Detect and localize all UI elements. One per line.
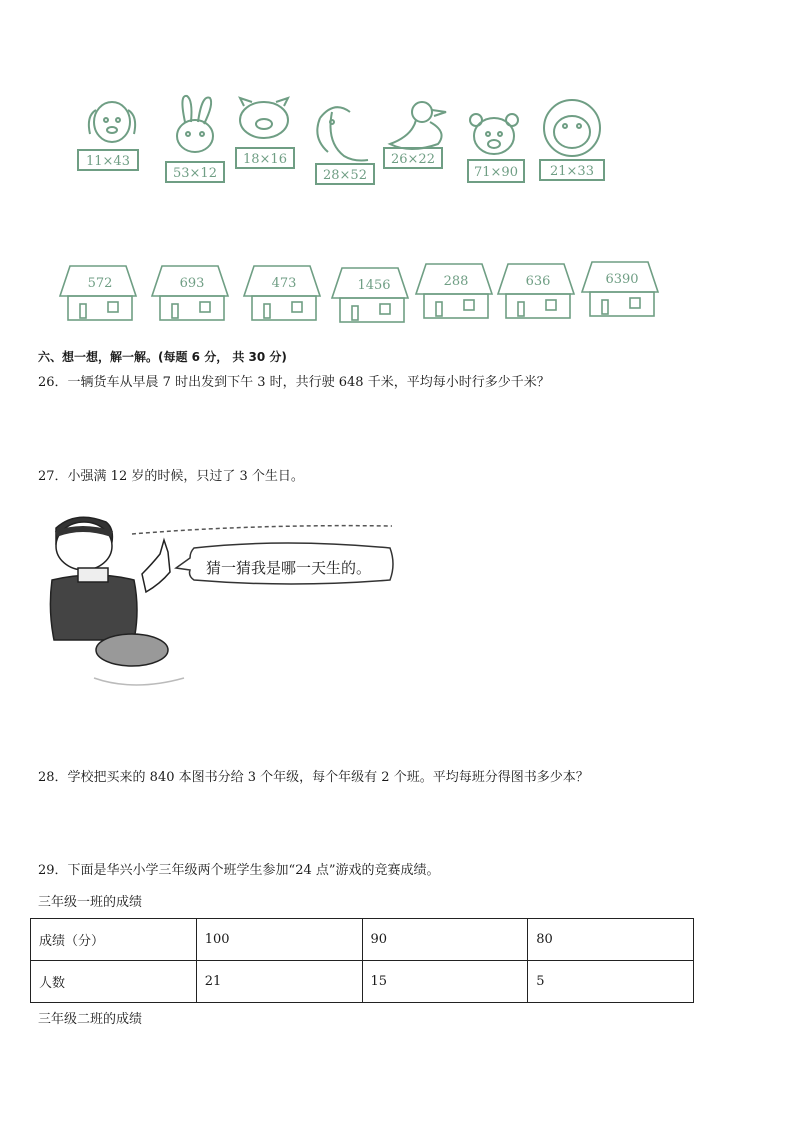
table-cell: 80: [528, 919, 694, 961]
house-number: 473: [271, 276, 297, 291]
house-number: 6390: [605, 272, 639, 287]
animal-expr: 18×16: [243, 152, 287, 167]
cake-icon: [96, 634, 168, 666]
table-cell: 100: [196, 919, 362, 961]
house-number: 693: [179, 276, 205, 291]
class2-title: 三年级二班的成绩: [38, 1012, 143, 1027]
animal-cards: [70, 92, 630, 192]
bear-icon: [470, 114, 518, 154]
animal-expr: 53×12: [173, 166, 217, 181]
goat-icon: [317, 107, 368, 160]
pig-icon: [240, 98, 288, 138]
table-cell: 90: [362, 919, 528, 961]
question-28: 28．学校把买来的 840 本图书分给 3 个年级，每个年级有 2 个班。平均每班分得图书多少本？: [38, 770, 589, 785]
raised-hand-icon: [142, 540, 170, 592]
table-cell: 21: [196, 961, 362, 1003]
animal-expr: 21×33: [550, 164, 594, 179]
table-row: [31, 919, 694, 961]
house-number: 636: [525, 274, 551, 289]
score-table-class1: [30, 918, 694, 1003]
dog-icon: [89, 102, 135, 142]
speech-bubble-text: 猜一猜我是哪一天生的。: [206, 559, 372, 577]
animal-expr: 71×90: [474, 165, 518, 180]
house-answers: [56, 258, 666, 328]
house-number: 288: [443, 274, 469, 289]
boy-illustration: [44, 510, 394, 695]
table-cell: 成绩（分）: [31, 919, 197, 961]
table-cell: 15: [362, 961, 528, 1003]
house-icon: [152, 266, 228, 320]
rabbit-icon: [177, 96, 213, 152]
question-27: 27．小强满 12 岁的时候，只过了 3 个生日。: [38, 469, 304, 484]
animal-expr: 11×43: [86, 154, 130, 169]
house-number: 1456: [357, 278, 391, 293]
house-icon: [332, 268, 408, 322]
house-number: 572: [87, 276, 113, 291]
house-icon: [582, 262, 658, 316]
table-cell: 人数: [31, 961, 197, 1003]
sweater-icon: [50, 575, 137, 640]
animal-expr: 26×22: [391, 152, 435, 167]
table-row: [31, 961, 694, 1003]
question-26: 26．一辆货车从早晨 7 时出发到下午 3 时，共行驶 648 千米，平均每小时行多少千米？: [38, 375, 550, 390]
house-icon: [244, 266, 320, 320]
table-cell: 5: [528, 961, 694, 1003]
animal-expr: 28×52: [323, 168, 367, 183]
monkey-icon: [544, 100, 600, 156]
house-icon: [416, 264, 492, 318]
class1-title: 三年级一班的成绩: [38, 895, 143, 910]
house-icon: [60, 266, 136, 320]
house-icon: [498, 264, 574, 318]
duck-icon: [390, 102, 446, 149]
question-29: 29．下面是华兴小学三年级两个班学生参加“24 点”游戏的竞赛成绩。: [38, 863, 440, 878]
section-heading: 六、想一想，解一解。(每题 6 分， 共 30 分): [38, 350, 287, 364]
